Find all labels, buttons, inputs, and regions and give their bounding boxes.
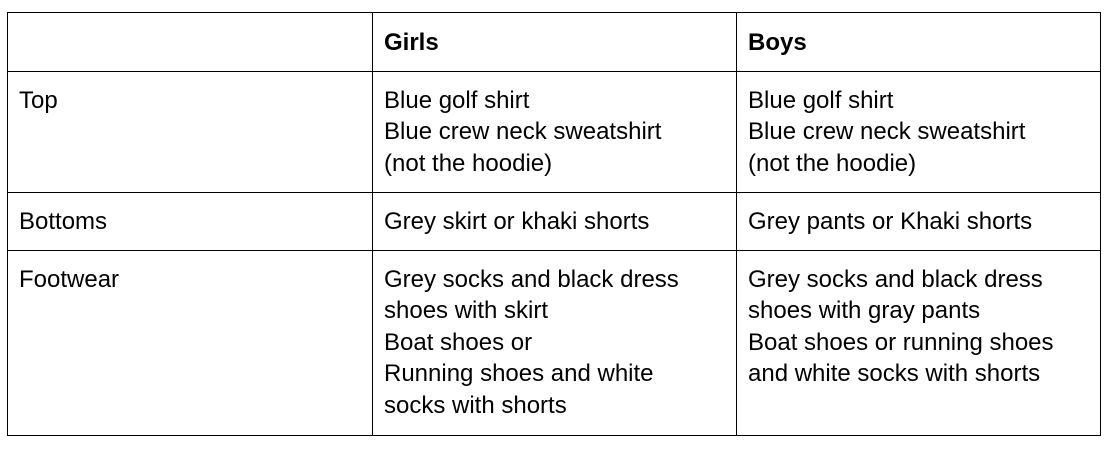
cell-line: socks with shorts — [384, 391, 567, 419]
cell-line: Grey pants or Khaki shorts — [748, 207, 1033, 235]
uniform-table — [7, 12, 1101, 436]
header-cell-girls: Girls — [373, 13, 737, 72]
table-row-top — [8, 71, 1101, 192]
cell-line: Grey socks and black dress — [748, 265, 1043, 293]
boys-footwear-cell — [737, 250, 1101, 435]
cell-line: shoes with gray pants — [748, 297, 981, 324]
cell-line: Blue crew neck sweatshirt — [384, 118, 662, 145]
header-cell-empty — [8, 13, 373, 72]
cell-line: Boat shoes or — [384, 328, 533, 356]
cell-line: Blue golf shirt — [384, 86, 530, 114]
boys-top-cell — [737, 71, 1101, 192]
row-label-footwear: Footwear — [8, 250, 373, 435]
cell-line: (not the hoodie) — [384, 149, 553, 177]
row-label-bottoms: Bottoms — [8, 192, 373, 250]
cell-line: Grey skirt or khaki shorts — [384, 207, 650, 235]
table-header-row — [8, 13, 1101, 72]
boys-bottoms-cell — [737, 192, 1101, 250]
header-cell-boys: Boys — [737, 13, 1101, 72]
girls-top-cell — [373, 71, 737, 192]
cell-line: shoes with skirt — [384, 297, 549, 324]
cell-line: Running shoes and white — [384, 360, 654, 387]
row-label-top: Top — [8, 71, 373, 192]
cell-line: and white socks with shorts — [748, 360, 1041, 387]
cell-line: (not the hoodie) — [748, 149, 917, 177]
girls-footwear-cell — [373, 250, 737, 435]
cell-line: Blue golf shirt — [748, 86, 894, 114]
cell-line: Blue crew neck sweatshirt — [748, 118, 1026, 145]
table-row-footwear — [8, 250, 1101, 435]
cell-line: Grey socks and black dress — [384, 265, 679, 293]
table-row-bottoms — [8, 192, 1101, 250]
cell-line: Boat shoes or running shoes — [748, 328, 1054, 356]
girls-bottoms-cell — [373, 192, 737, 250]
